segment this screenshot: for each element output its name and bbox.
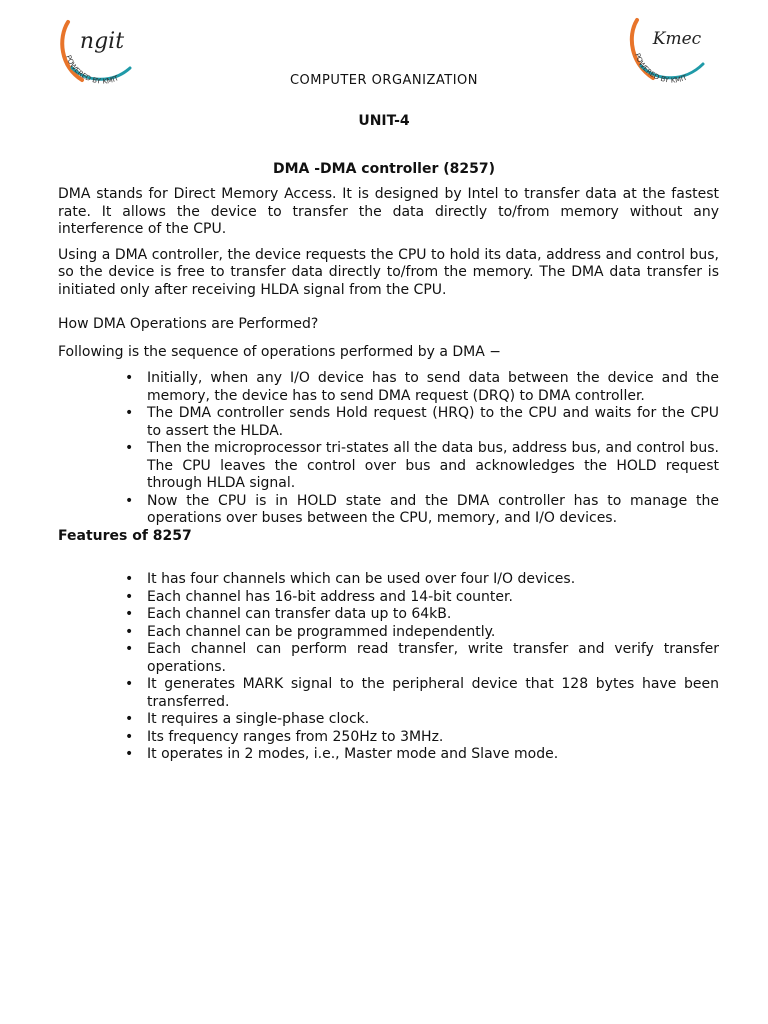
operations-list bbox=[58, 370, 719, 528]
list-item-text: Then the microprocessor tri-states all the data bus, address bus, and control bus. The CPU leaves the control over bus and acknowledges the HOLD request through HLDA signal. bbox=[147, 440, 719, 491]
list-item bbox=[125, 370, 719, 405]
bullet-icon: • bbox=[125, 588, 134, 605]
bullet-icon: • bbox=[125, 405, 134, 421]
bullet-icon: • bbox=[125, 440, 134, 456]
list-item-text: Now the CPU is in HOLD state and the DMA controller has to manage the operations over buses between the CPU, memory, and I/O devices. bbox=[147, 492, 719, 526]
topic-title: DMA -DMA controller (8257) bbox=[272, 161, 496, 177]
bullet-icon: • bbox=[125, 623, 134, 640]
bullet-icon: • bbox=[125, 641, 134, 657]
svg-text:ngit: ngit bbox=[79, 29, 125, 54]
list-item-text: It requires a single-phase clock. bbox=[147, 711, 370, 727]
list-item bbox=[125, 711, 719, 729]
bullet-icon: • bbox=[125, 370, 134, 386]
list-item bbox=[125, 728, 719, 747]
list-item bbox=[125, 405, 719, 440]
features-list bbox=[58, 571, 719, 764]
bullet-icon: • bbox=[125, 711, 134, 727]
list-item bbox=[125, 571, 719, 589]
list-item bbox=[125, 492, 719, 528]
list-item-text: Each channel can perform read transfer, write transfer and verify transfer operations. bbox=[147, 641, 719, 675]
course-title: COMPUTER ORGANIZATION bbox=[289, 73, 478, 88]
svg-text:Kmec: Kmec bbox=[652, 29, 702, 49]
list-item bbox=[125, 746, 719, 764]
list-item-text: Each channel can be programmed independently. bbox=[147, 623, 496, 640]
how-dma-heading: How DMA Operations are Performed? bbox=[58, 316, 319, 332]
list-item bbox=[125, 641, 719, 676]
list-item-text: Its frequency ranges from 250Hz to 3MHz. bbox=[147, 728, 444, 745]
list-item bbox=[125, 676, 719, 711]
list-item bbox=[125, 440, 719, 493]
list-item-text: It has four channels which can be used over four I/O devices. bbox=[147, 571, 576, 587]
features-heading: Features of 8257 bbox=[58, 527, 192, 544]
bullet-icon: • bbox=[125, 728, 134, 745]
list-item-text: Each channel has 16-bit address and 14-bit counter. bbox=[147, 588, 513, 605]
document-body bbox=[58, 186, 719, 764]
bullet-icon: • bbox=[125, 746, 134, 762]
bullet-icon: • bbox=[125, 571, 134, 587]
bullet-icon: • bbox=[125, 606, 134, 622]
list-item bbox=[125, 606, 719, 624]
list-item bbox=[125, 623, 719, 642]
bullet-icon: • bbox=[125, 676, 134, 692]
list-item bbox=[125, 588, 719, 607]
svg-text:POWERED BY KMIT: POWERED BY KMIT bbox=[633, 52, 689, 85]
svg-text:POWERED BY KMIT: POWERED BY KMIT bbox=[64, 54, 120, 86]
list-item-text: It generates MARK signal to the peripheral device that 128 bytes have been transferred. bbox=[147, 676, 719, 710]
intro-paragraph: DMA stands for Direct Memory Access. It is designed by Intel to transfer data at the fastest rate. It allows the device to transfer the data directly to/from memory without any interference of the CPU. bbox=[58, 186, 719, 237]
dma-controller-paragraph: Using a DMA controller, the device requests the CPU to hold its data, address and control bus, so the device is free to transfer data directly to/from the memory. The DMA data transfer is initiated only after receiving HLDA signal from the CPU. bbox=[58, 246, 719, 298]
sequence-intro: Following is the sequence of operations performed by a DMA − bbox=[58, 343, 502, 360]
list-item-text: Each channel can transfer data up to 64kB. bbox=[147, 606, 452, 622]
list-item-text: The DMA controller sends Hold request (HRQ) to the CPU and waits for the CPU to assert the HLDA. bbox=[147, 405, 719, 439]
bullet-icon: • bbox=[125, 492, 134, 509]
list-item-text: It operates in 2 modes, i.e., Master mode and Slave mode. bbox=[147, 746, 559, 762]
unit-title: UNIT-4 bbox=[358, 113, 410, 129]
list-item-text: Initially, when any I/O device has to send data between the device and the memory, the device has to send DMA request (DRQ) to DMA controller. bbox=[147, 370, 719, 404]
